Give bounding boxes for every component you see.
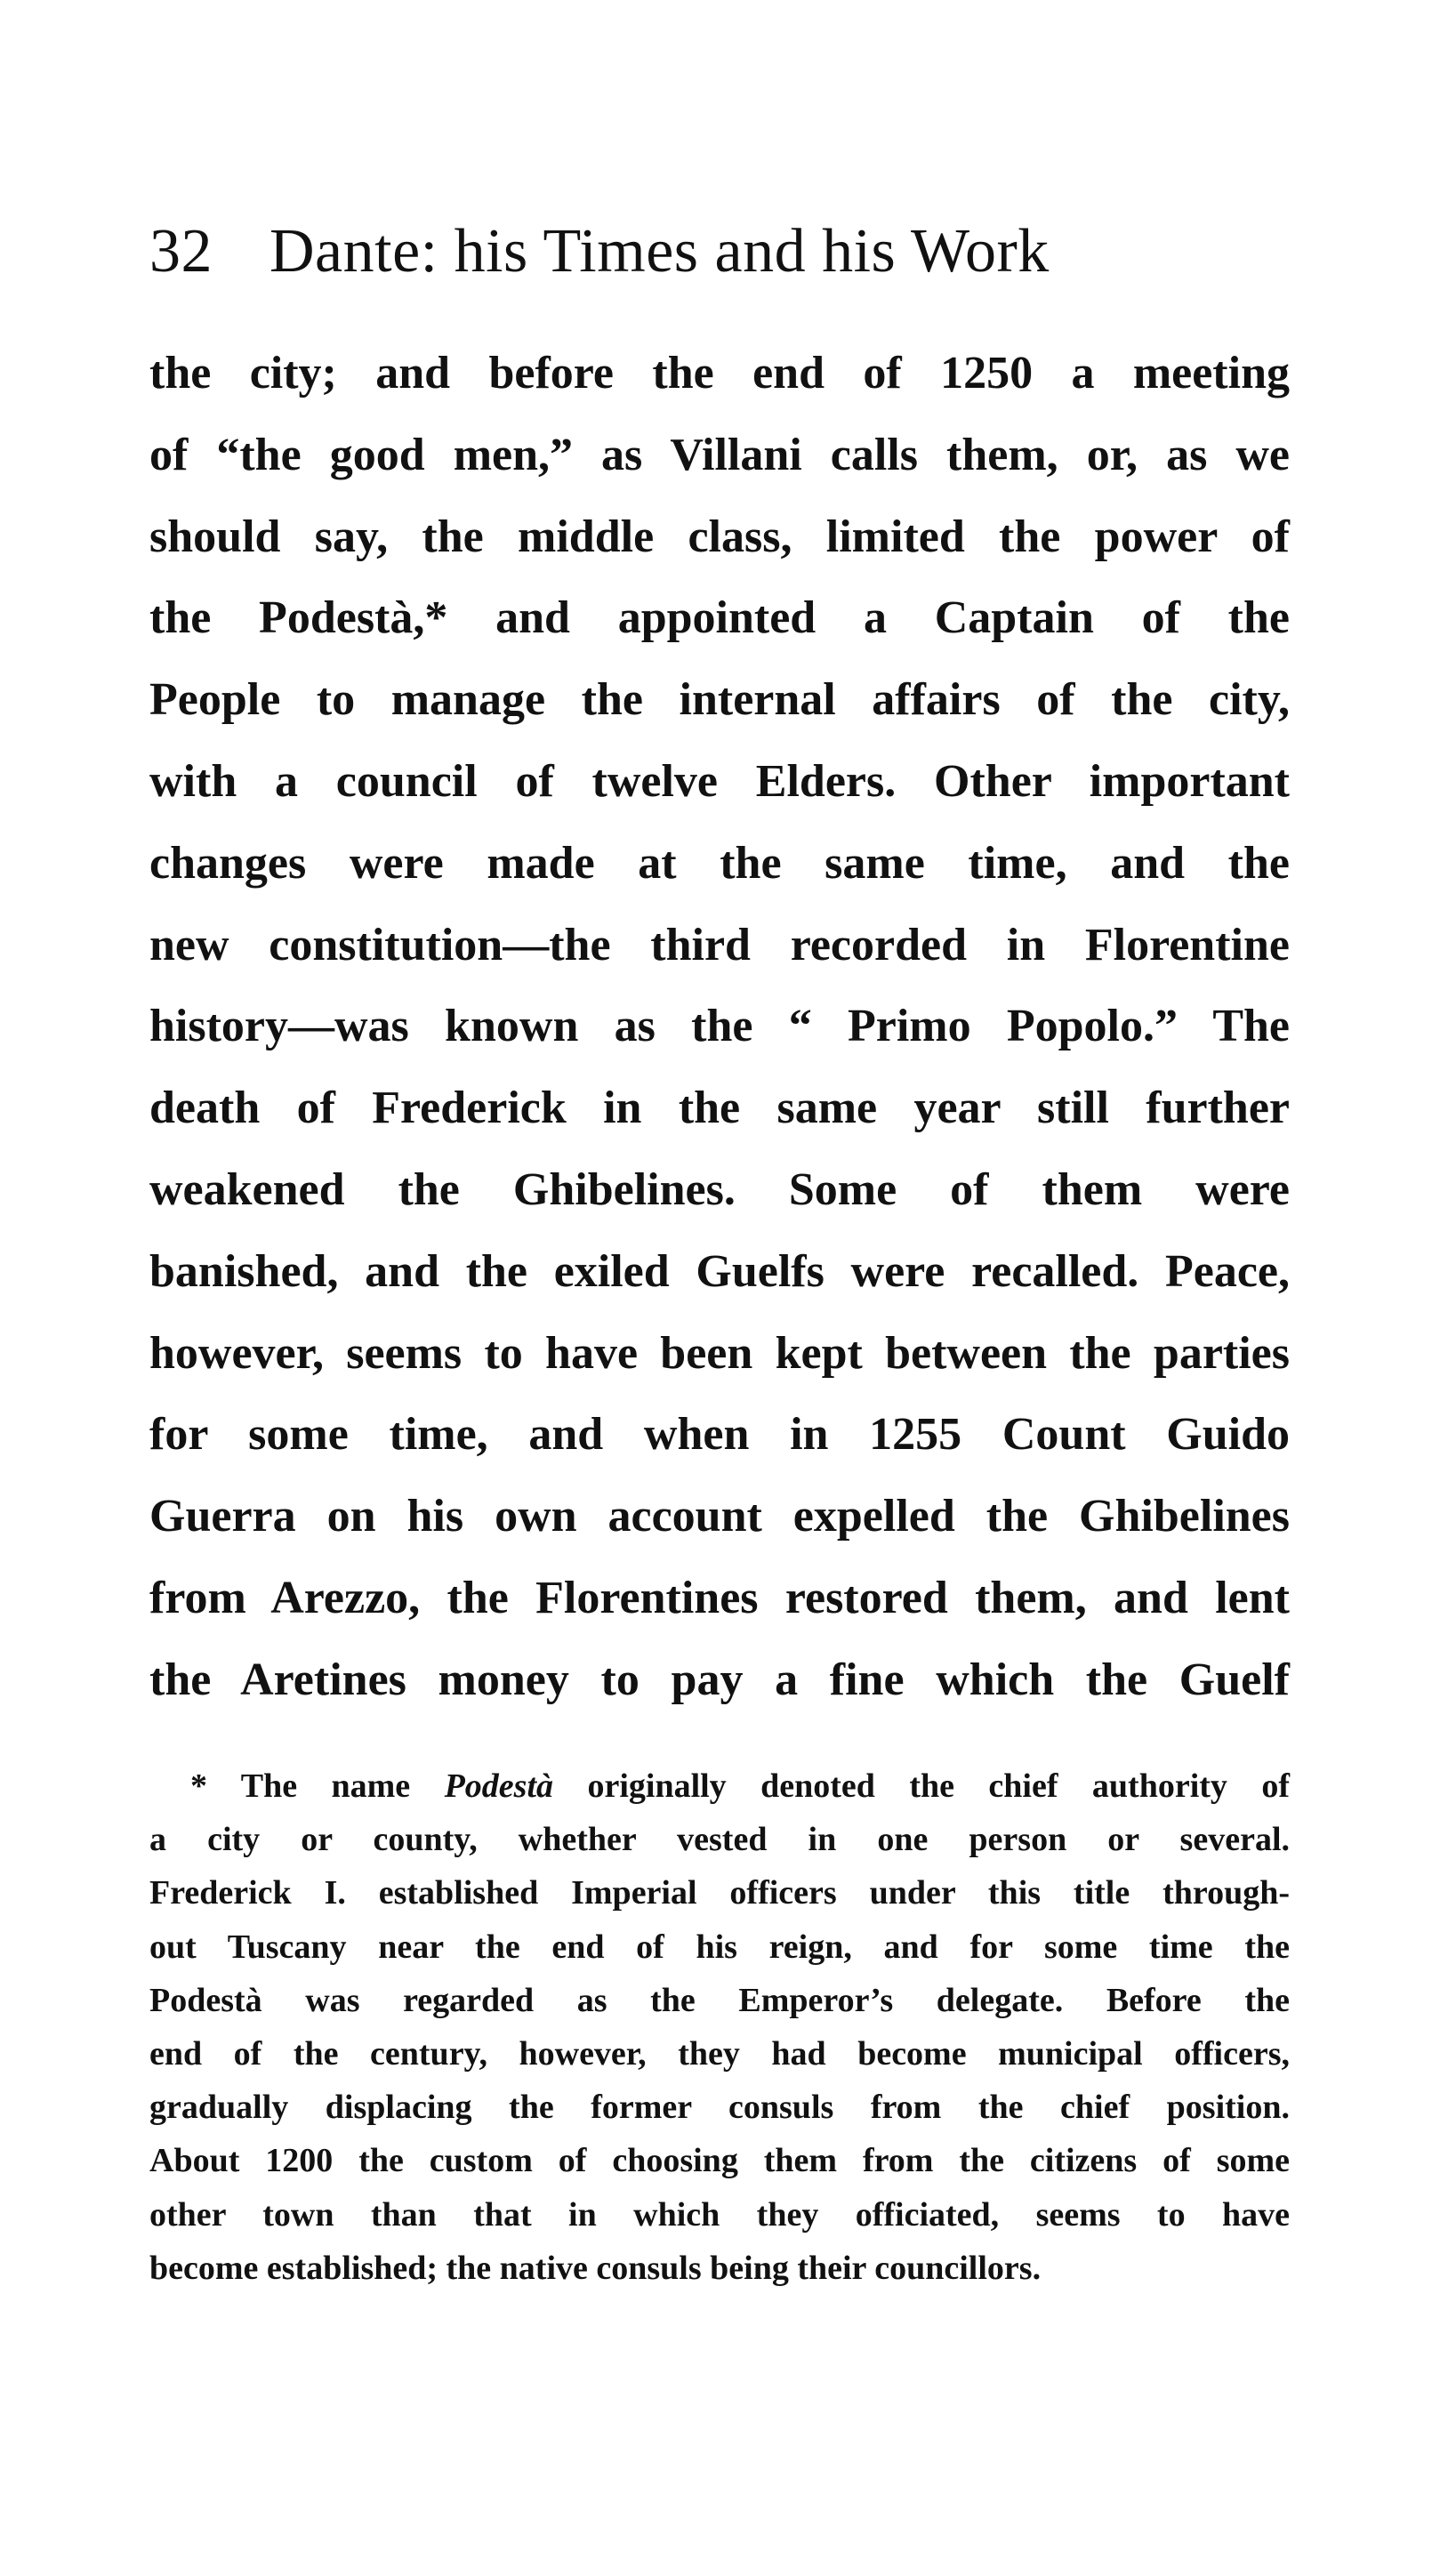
footnote-line: Podestà was regarded as the Emperor’s delegate. Before the: [149, 1981, 1290, 2019]
body-line: the Aretines money to pay a fine which the Guelf: [149, 1654, 1290, 1705]
body-line: death of Frederick in the same year still further: [149, 1083, 1290, 1134]
body-line: People to manage the internal affairs of the city,: [149, 674, 1290, 726]
page-number: 32: [149, 217, 213, 286]
body-line: with a council of twelve Elders. Other important: [149, 755, 1290, 807]
footnote: [149, 1759, 1290, 2295]
body-line: Guerra on his own account expelled the Ghibelines: [149, 1491, 1290, 1542]
running-title: Dante: his Times and his Work: [269, 217, 1050, 286]
body-line: the Podestà,* and appointed a Captain of the: [149, 592, 1290, 644]
footnote-first-line-rest: originally denoted the chief authority of: [553, 1767, 1290, 1805]
body-line: however, seems to have been kept between the parties: [149, 1327, 1290, 1379]
body-line: should say, the middle class, limited the power of: [149, 511, 1290, 562]
footnote-line: out Tuscany near the end of his reign, and for some time the: [149, 1928, 1290, 1966]
footnote-first-line: [149, 1759, 1290, 1813]
running-head: [149, 212, 1288, 292]
footnote-italic-term: Podestà: [444, 1767, 554, 1805]
footnote-line: become established; the native consuls being their councillors.: [149, 2249, 1042, 2287]
body-line: from Arezzo, the Florentines restored them, and lent: [149, 1572, 1290, 1623]
footnote-line: Frederick I. established Imperial officers under this title through-: [149, 1874, 1290, 1912]
body-line: history—was known as the “ Primo Popolo.” The: [149, 1001, 1290, 1052]
body-line: banished, and the exiled Guelfs were recalled. Peace,: [149, 1245, 1290, 1297]
footnote-line: other town than that in which they officiated, seems to have: [149, 2195, 1290, 2234]
body-line: the city; and before the end of 1250 a meeting: [149, 348, 1290, 398]
body-line: of “the good men,” as Villani calls them, or, as we: [149, 429, 1290, 480]
footnote-line: gradually displacing the former consuls from the chief position.: [149, 2089, 1290, 2127]
footnote-line: end of the century, however, they had become municipal officers,: [149, 2035, 1290, 2073]
body-line: for some time, and when in 1255 Count Guido: [149, 1409, 1290, 1461]
footnote-line: a city or county, whether vested in one person or several.: [149, 1821, 1290, 1859]
body-line: new constitution—the third recorded in Florentine: [149, 919, 1290, 970]
footnote-line: About 1200 the custom of choosing them from the citizens of some: [149, 2142, 1290, 2180]
body-text: [149, 333, 1290, 1721]
footnote-marker-text: * The name: [190, 1767, 445, 1805]
body-line: changes were made at the same time, and the: [149, 837, 1290, 889]
body-line: weakened the Ghibelines. Some of them were: [149, 1163, 1290, 1215]
